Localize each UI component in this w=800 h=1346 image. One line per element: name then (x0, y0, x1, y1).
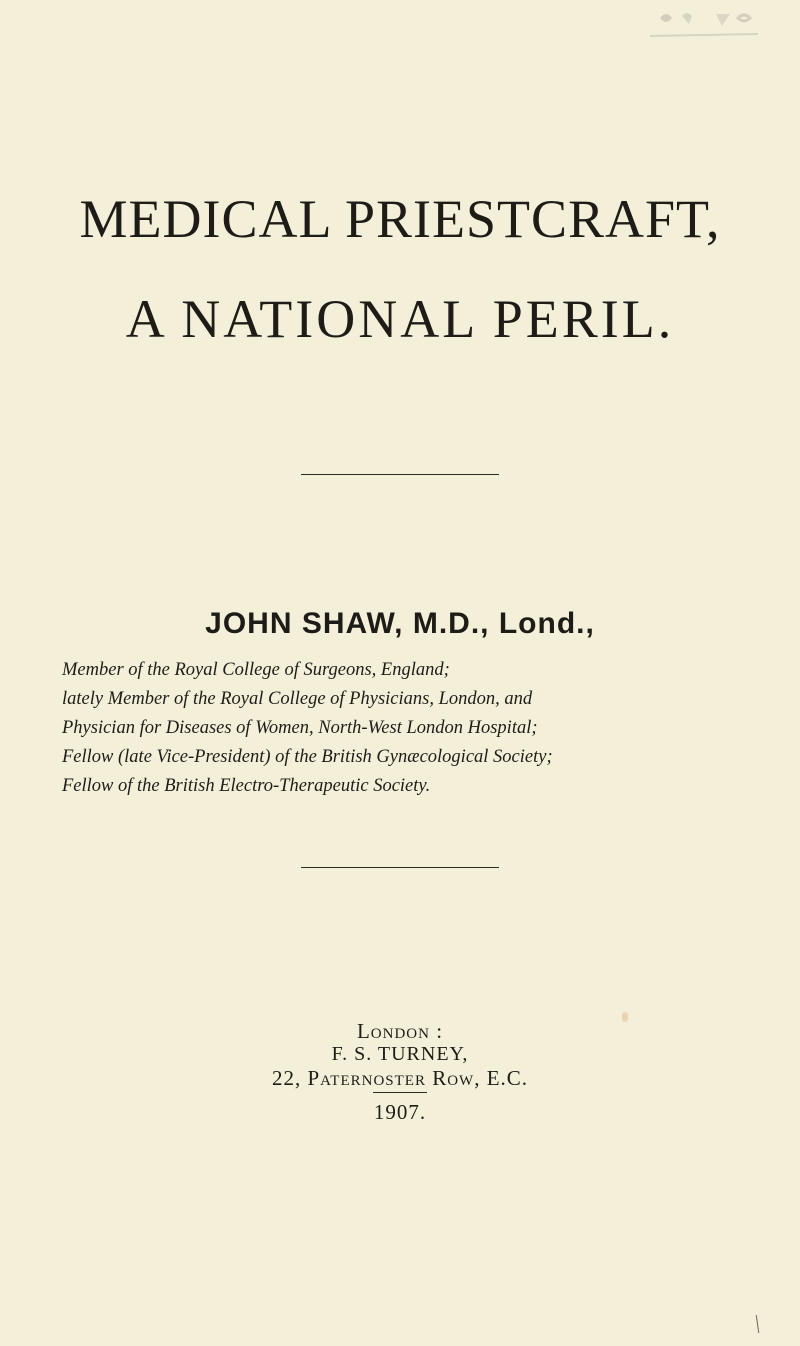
credential-line: Fellow of the British Electro-Therapeutic Society. (62, 776, 431, 796)
title-line-2: A NATIONAL PERIL. (125, 289, 675, 349)
imprint-city: London : (356, 1019, 444, 1043)
pencil-mark (756, 1315, 759, 1333)
credential-line: Physician for Diseases of Women, North-West London Hospital; (62, 718, 538, 738)
credential-line: lately Member of the Royal College of Physicians, London, and (62, 689, 533, 709)
divider-rule (301, 474, 499, 475)
divider-rule (301, 867, 499, 868)
title-line-1: MEDICAL PRIESTCRAFT, (79, 189, 721, 249)
imprint-year: 1907. (373, 1100, 427, 1124)
author-credentials (62, 656, 662, 801)
author-name: JOHN SHAW, M.D., Lond., (205, 607, 595, 640)
divider-rule (373, 1092, 427, 1093)
imprint-address: 22, Paternoster Row, E.C. (271, 1066, 529, 1090)
credential-line: Member of the Royal College of Surgeons, England; (62, 660, 450, 680)
imprint-publisher: F. S. TURNEY, (331, 1043, 469, 1065)
credential-line: Fellow (late Vice-President) of the British Gynæcological Society; (62, 747, 553, 767)
library-stamp-mark (620, 4, 760, 38)
